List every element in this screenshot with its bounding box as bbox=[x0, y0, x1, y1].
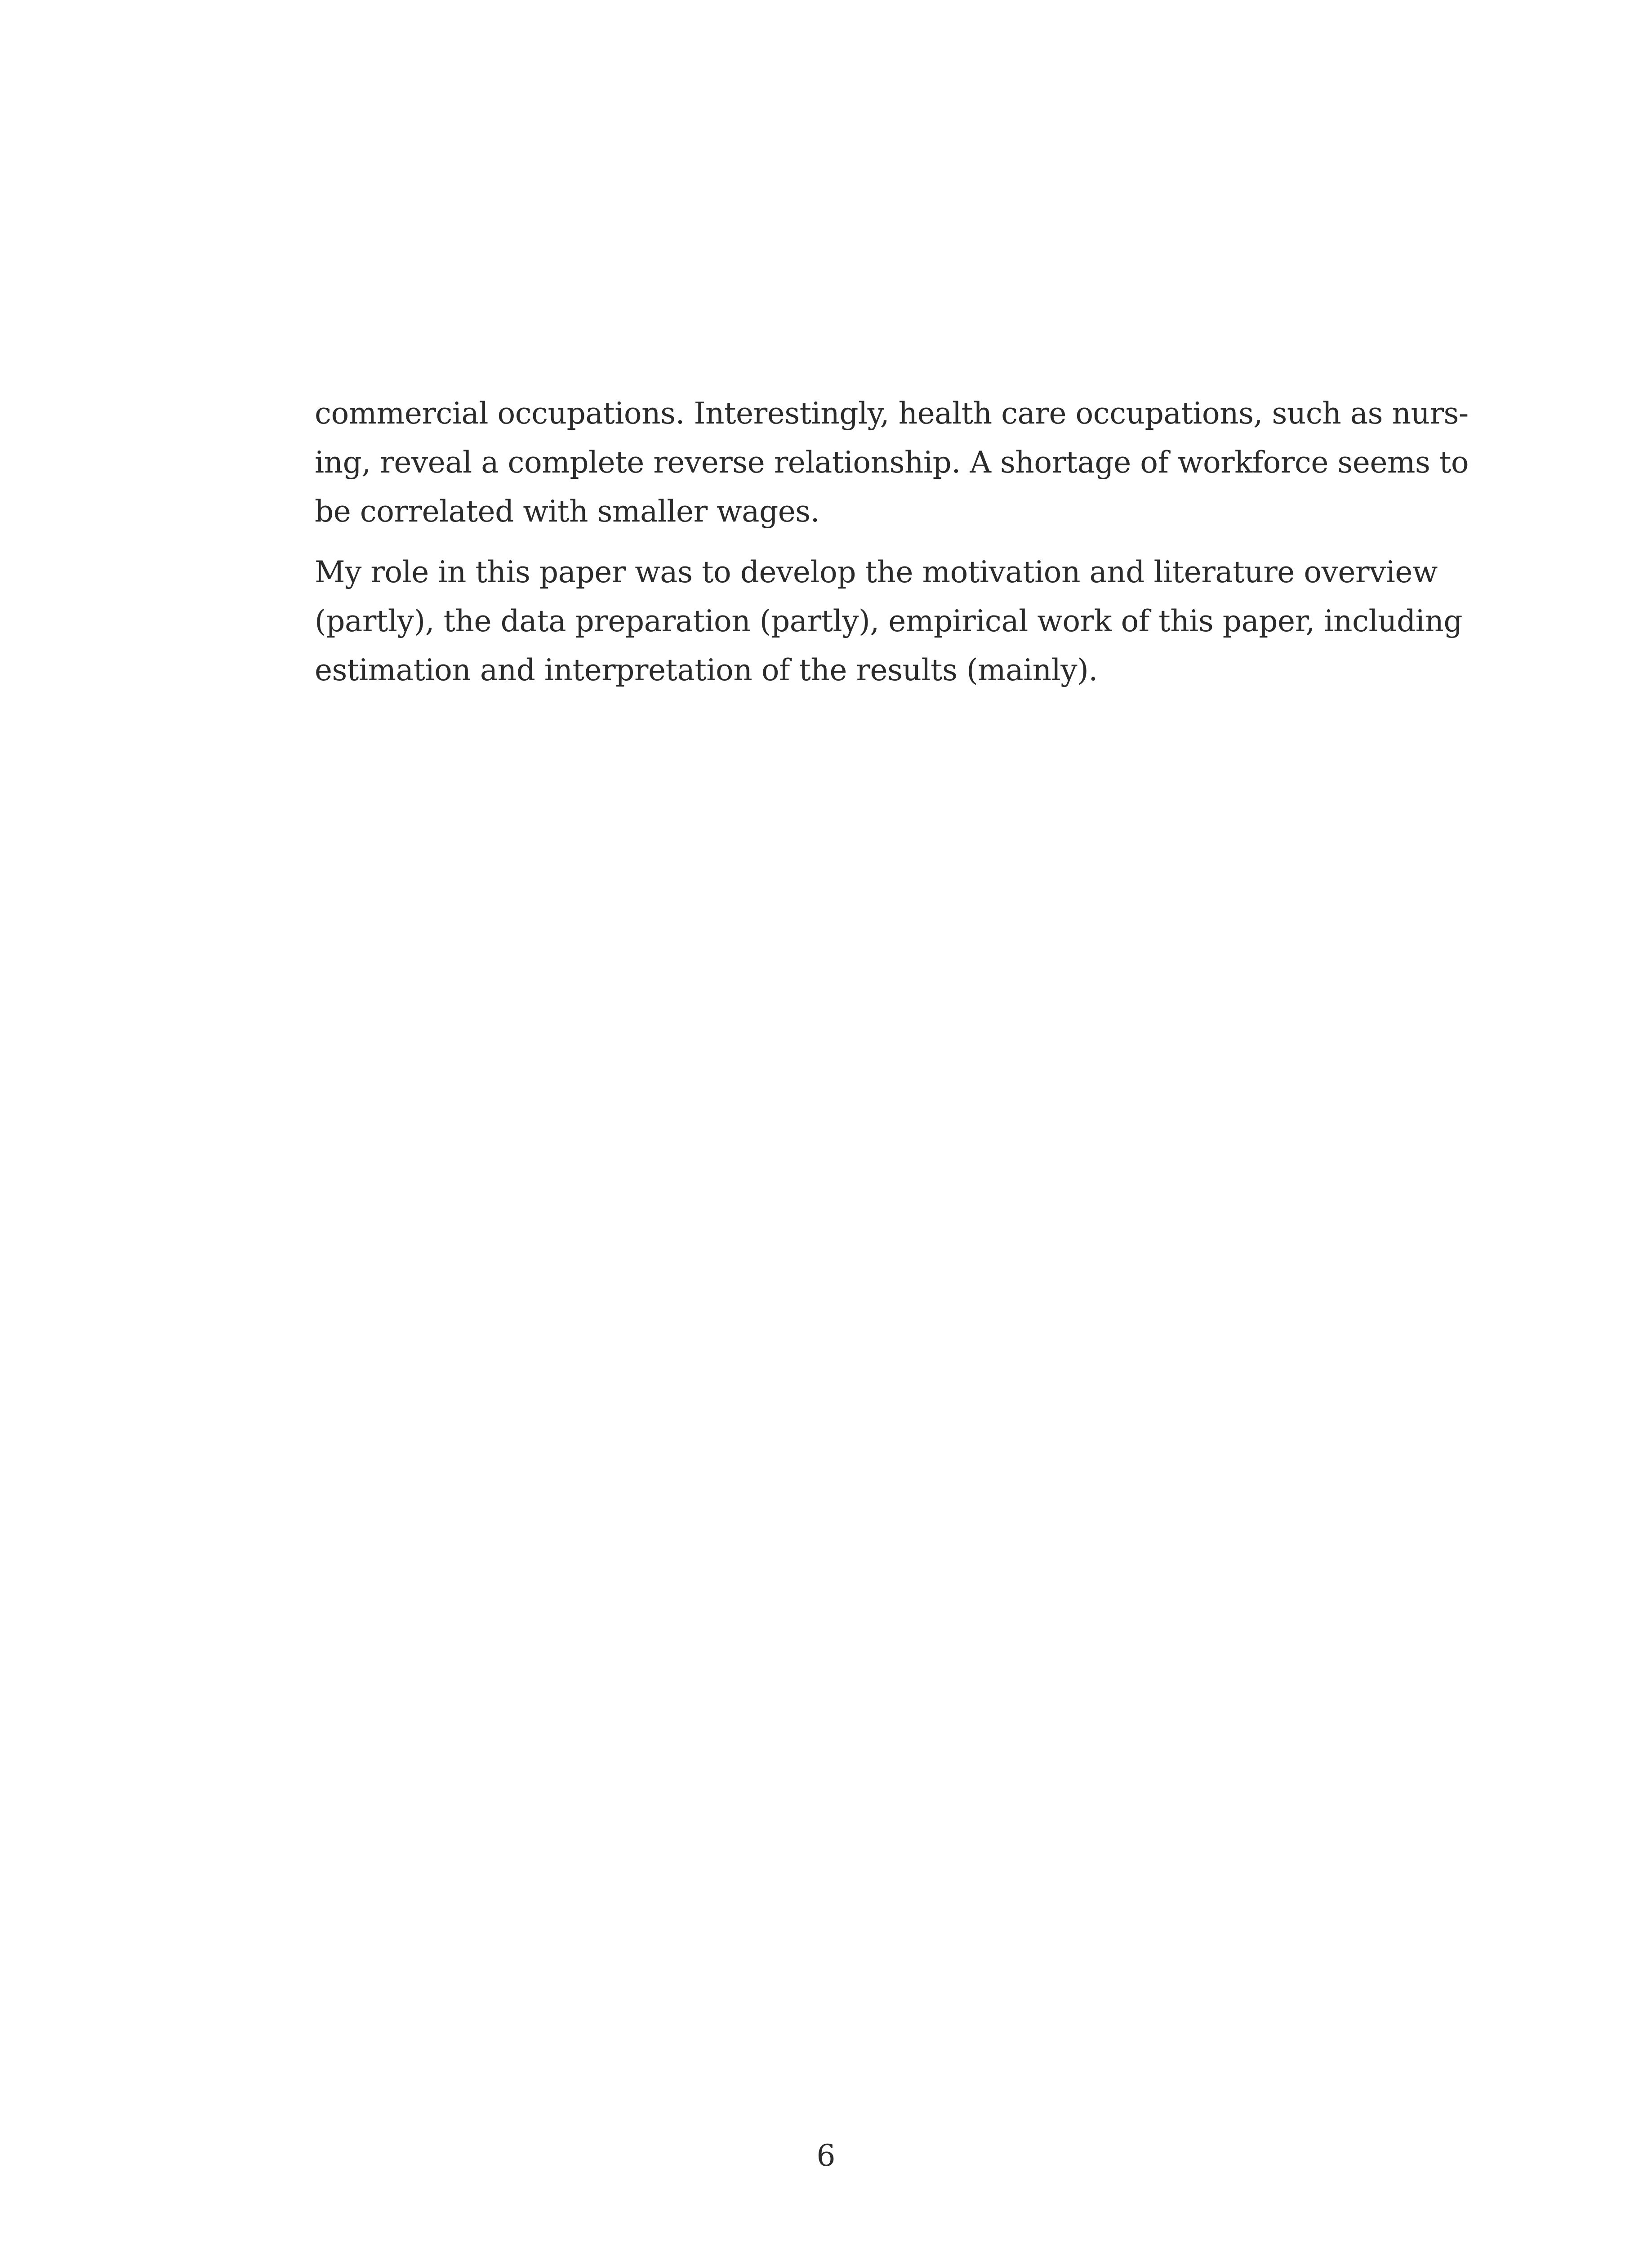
text-line: (partly), the data preparation (partly), empirical work of this paper, including bbox=[315, 604, 1463, 638]
text-line: estimation and interpretation of the results (mainly). bbox=[315, 653, 1098, 687]
paragraph-author-role bbox=[315, 548, 1463, 695]
text-line: be correlated with smaller wages. bbox=[315, 494, 820, 529]
paragraph-occupations bbox=[315, 389, 1469, 536]
text-line: ing, reveal a complete reverse relationship. A shortage of workforce seems to bbox=[315, 445, 1469, 480]
paragraph-spacer bbox=[315, 536, 1407, 548]
body-text bbox=[315, 389, 1469, 695]
page-number: 6 bbox=[816, 2138, 836, 2173]
text-line: commercial occupations. Interestingly, health care occupations, such as nurs- bbox=[315, 396, 1469, 431]
text-line: My role in this paper was to develop the motivation and literature overview bbox=[315, 555, 1438, 589]
